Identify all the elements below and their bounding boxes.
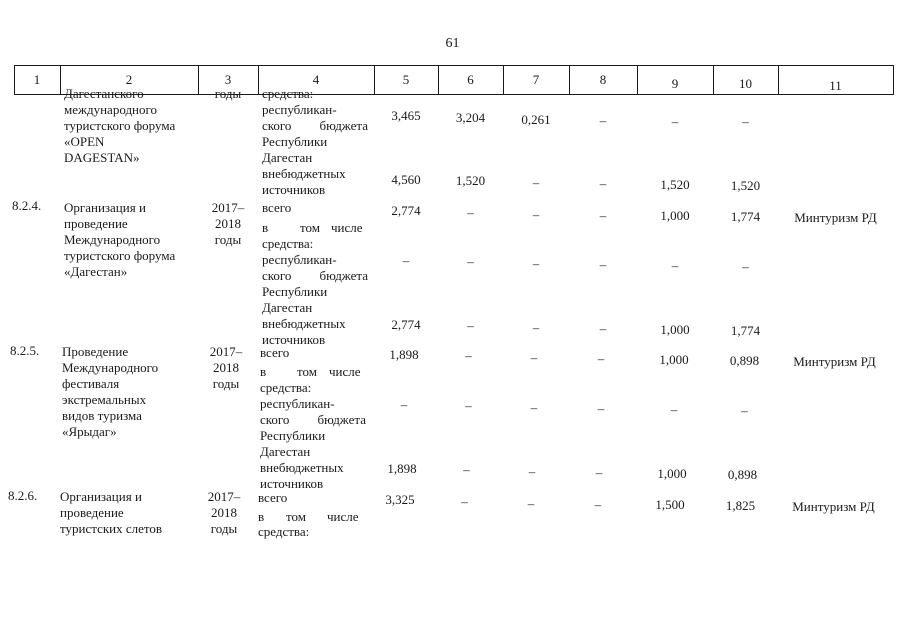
name-line: туристского форума bbox=[64, 248, 176, 263]
column-header: 10 bbox=[739, 76, 752, 91]
column-header: 9 bbox=[671, 76, 679, 91]
name-line: Организация и bbox=[64, 200, 146, 215]
value-cell: 1,000 bbox=[660, 208, 690, 223]
source-line: источников bbox=[262, 332, 326, 347]
value-cell: – bbox=[595, 465, 603, 480]
source-line: всего bbox=[262, 200, 292, 215]
source-line: внебюджетных bbox=[262, 166, 346, 181]
source-incl-word: в bbox=[260, 364, 267, 379]
value-cell: 1,000 bbox=[659, 352, 689, 367]
name-line: видов туризма bbox=[62, 408, 142, 423]
value-cell: 2,774 bbox=[391, 317, 421, 332]
source-line: Республики bbox=[262, 134, 328, 149]
source-line: всего bbox=[260, 345, 290, 360]
name-line: фестиваля bbox=[62, 376, 120, 391]
value-cell: – bbox=[465, 398, 472, 413]
value-cell: 1,898 bbox=[389, 347, 419, 362]
value-cell: – bbox=[599, 113, 607, 128]
value-cell: – bbox=[670, 402, 678, 417]
source-line: Дагестан bbox=[262, 150, 313, 165]
value-cell: 0,261 bbox=[521, 112, 551, 127]
years-line: 2017– bbox=[209, 344, 243, 359]
name-line: «Дагестан» bbox=[64, 264, 128, 279]
executor-cell: Минтуризм РД bbox=[794, 210, 877, 225]
years-line: годы bbox=[210, 521, 238, 536]
name-line: проведение bbox=[60, 505, 124, 520]
value-cell: – bbox=[599, 176, 607, 191]
column-header: 3 bbox=[224, 72, 232, 87]
years-line: 2017– bbox=[207, 489, 241, 504]
value-cell: – bbox=[465, 348, 472, 363]
source-line: республикан- bbox=[262, 252, 337, 267]
value-cell: – bbox=[467, 205, 474, 220]
source-line: ского бюджета bbox=[262, 118, 368, 133]
name-line: туристского форума bbox=[64, 118, 176, 133]
value-cell: 1,825 bbox=[725, 498, 756, 513]
source-line: республикан- bbox=[260, 396, 335, 411]
value-cell: 2,774 bbox=[391, 203, 421, 218]
value-cell: – bbox=[597, 351, 605, 366]
value-cell: – bbox=[742, 259, 749, 274]
source-line: источников bbox=[260, 476, 324, 491]
value-cell: – bbox=[461, 494, 468, 509]
name-line: проведение bbox=[64, 216, 128, 231]
value-cell: 1,500 bbox=[655, 497, 685, 512]
source-line: источников bbox=[262, 182, 326, 197]
source-incl-word: том bbox=[297, 364, 317, 379]
source-incl-word: том bbox=[286, 509, 306, 524]
value-cell: – bbox=[532, 207, 540, 222]
column-header: 4 bbox=[312, 72, 320, 87]
value-cell: – bbox=[467, 318, 474, 333]
continuation-years: годы bbox=[214, 86, 242, 101]
source-incl-word: числе bbox=[331, 220, 363, 235]
name-line: DAGESTAN» bbox=[64, 150, 140, 165]
row-number: 8.2.4. bbox=[12, 198, 42, 213]
header-top-border bbox=[14, 65, 894, 66]
value-cell: – bbox=[741, 403, 748, 418]
row-number: 8.2.6. bbox=[8, 488, 38, 503]
value-cell: – bbox=[467, 254, 474, 269]
source-line: средства: bbox=[260, 380, 312, 395]
name-line: «Ярыдаг» bbox=[62, 424, 117, 439]
value-cell: – bbox=[597, 401, 605, 416]
column-header: 11 bbox=[829, 78, 842, 93]
name-line: Международного bbox=[62, 360, 159, 375]
source-line: Дагестан bbox=[260, 444, 311, 459]
value-cell: 1,520 bbox=[660, 177, 690, 192]
value-cell: – bbox=[599, 321, 607, 336]
value-cell: – bbox=[532, 175, 540, 190]
source-incl-word: в bbox=[258, 509, 265, 524]
value-cell: 1,000 bbox=[660, 322, 690, 337]
value-cell: – bbox=[400, 397, 408, 412]
source-line: всего bbox=[258, 490, 288, 505]
value-cell: – bbox=[528, 464, 536, 479]
source-line: средства: bbox=[258, 524, 310, 539]
source-line: ского бюджета bbox=[262, 268, 368, 283]
value-cell: 1,774 bbox=[730, 209, 761, 224]
value-cell: 0,898 bbox=[729, 353, 760, 368]
value-cell: – bbox=[527, 496, 535, 511]
years-line: 2018 bbox=[215, 216, 241, 231]
name-line: Дагестанского bbox=[64, 86, 144, 101]
name-line: Международного bbox=[64, 232, 161, 247]
years-line: годы bbox=[214, 232, 242, 247]
source-incl-word: в bbox=[262, 220, 269, 235]
source-line: внебюджетных bbox=[262, 316, 346, 331]
source-line: Республики bbox=[262, 284, 328, 299]
years-line: 2017– bbox=[211, 200, 245, 215]
source-incl-word: числе bbox=[327, 509, 359, 524]
value-cell: – bbox=[532, 256, 540, 271]
header-col-divider bbox=[893, 65, 894, 94]
name-line: Организация и bbox=[60, 489, 142, 504]
source-line: Республики bbox=[260, 428, 326, 443]
years-line: 2018 bbox=[213, 360, 239, 375]
source-incl-word: числе bbox=[329, 364, 361, 379]
value-cell: – bbox=[532, 320, 540, 335]
value-cell: – bbox=[463, 462, 470, 477]
executor-cell: Минтуризм РД bbox=[792, 499, 875, 514]
column-header: 5 bbox=[402, 72, 410, 87]
source-line: средства: bbox=[262, 236, 314, 251]
value-cell: 1,774 bbox=[730, 323, 761, 338]
value-cell: – bbox=[671, 114, 679, 129]
value-cell: 1,898 bbox=[387, 461, 417, 476]
row-number: 8.2.5. bbox=[10, 343, 40, 358]
value-cell: 3,204 bbox=[455, 110, 486, 125]
value-cell: – bbox=[530, 400, 538, 415]
value-cell: 1,000 bbox=[657, 466, 687, 481]
name-line: туристских слетов bbox=[60, 521, 163, 536]
source-line: средства: bbox=[262, 86, 314, 101]
source-line: внебюджетных bbox=[260, 460, 344, 475]
column-header: 7 bbox=[532, 72, 540, 87]
value-cell: – bbox=[402, 253, 410, 268]
value-cell: 0,898 bbox=[727, 467, 758, 482]
value-cell: – bbox=[530, 350, 538, 365]
header-bottom-border bbox=[14, 94, 894, 95]
years-line: годы bbox=[212, 376, 240, 391]
value-cell: – bbox=[594, 497, 602, 512]
name-line: «OPEN bbox=[64, 134, 105, 149]
value-cell: 4,560 bbox=[391, 172, 421, 187]
name-line: Проведение bbox=[62, 344, 129, 359]
executor-cell: Минтуризм РД bbox=[793, 354, 876, 369]
column-header: 2 bbox=[125, 72, 133, 87]
value-cell: – bbox=[742, 114, 749, 129]
name-line: международного bbox=[64, 102, 158, 117]
value-cell: – bbox=[671, 258, 679, 273]
name-line: экстремальных bbox=[62, 392, 147, 407]
value-cell: – bbox=[599, 257, 607, 272]
value-cell: 1,520 bbox=[455, 173, 486, 188]
value-cell: 3,465 bbox=[391, 108, 421, 123]
value-cell: 3,325 bbox=[385, 492, 415, 507]
column-header: 6 bbox=[467, 72, 474, 87]
value-cell: – bbox=[599, 208, 607, 223]
value-cell: 1,520 bbox=[730, 178, 761, 193]
column-header: 1 bbox=[33, 72, 41, 87]
source-line: ского бюджета bbox=[260, 412, 366, 427]
years-line: 2018 bbox=[211, 505, 237, 520]
source-line: республикан- bbox=[262, 102, 337, 117]
source-incl-word: том bbox=[300, 220, 320, 235]
page-number: 61 bbox=[445, 36, 460, 51]
column-header: 8 bbox=[599, 72, 607, 87]
source-line: Дагестан bbox=[262, 300, 313, 315]
